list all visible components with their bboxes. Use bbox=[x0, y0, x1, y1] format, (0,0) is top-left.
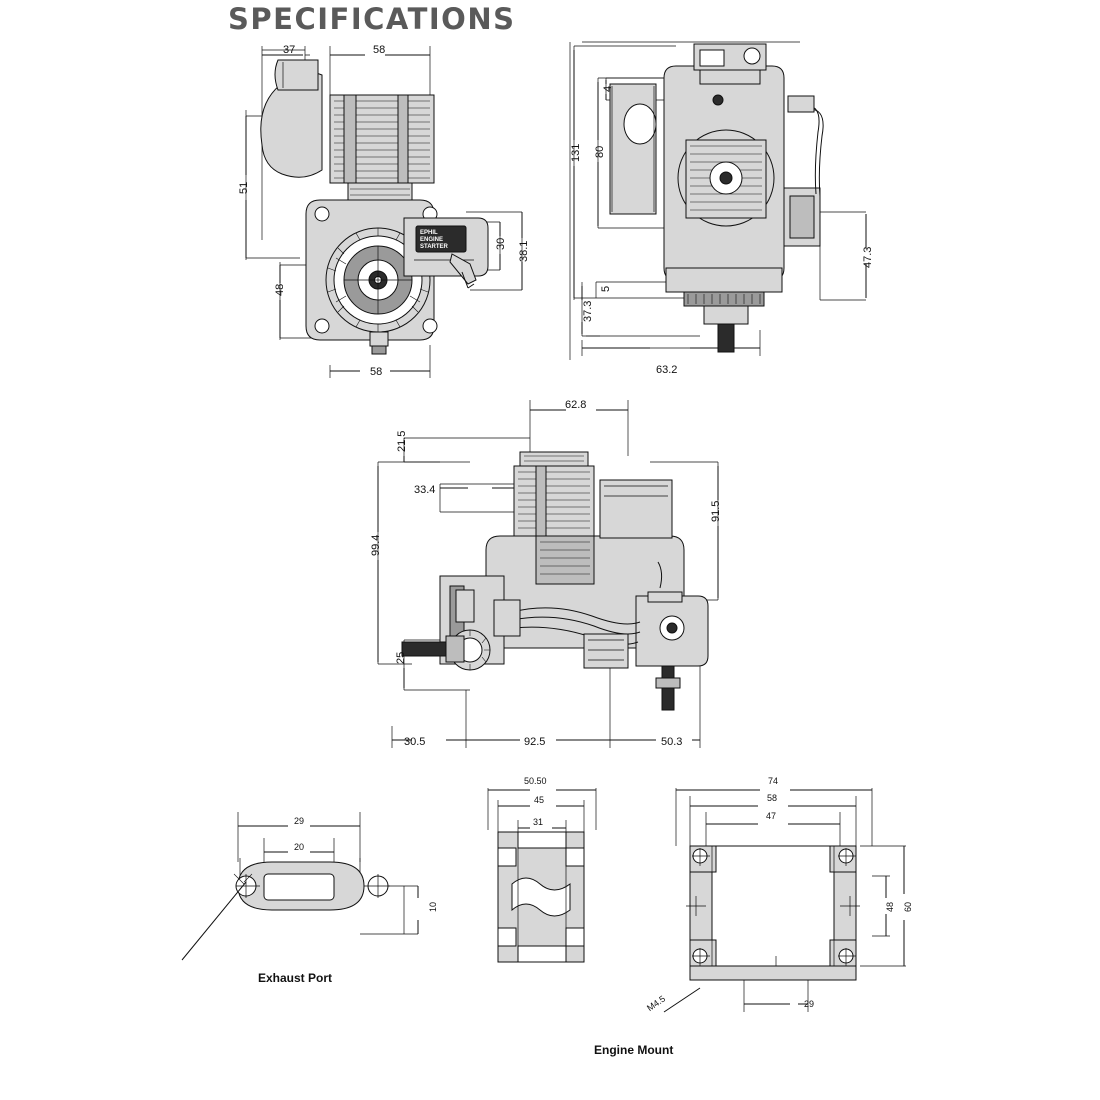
dim-side-33-4: 33.4 bbox=[414, 484, 436, 496]
dim-exhaust-29: 29 bbox=[294, 816, 305, 826]
dim-mount-29: 29 bbox=[804, 999, 815, 1009]
side-view-drawing bbox=[378, 400, 718, 748]
dim-front-48: 48 bbox=[274, 283, 286, 296]
dim-side-21-5: 21.5 bbox=[396, 430, 408, 452]
dim-front-51: 51 bbox=[238, 181, 250, 194]
dim-front-58-top: 58 bbox=[373, 44, 386, 56]
dim-bracket-45: 45 bbox=[534, 795, 545, 805]
exhaust-port-caption: Exhaust Port bbox=[258, 971, 333, 985]
dim-side-30-5: 30.5 bbox=[404, 736, 426, 748]
dim-exhaust-10: 10 bbox=[428, 901, 438, 912]
dim-rear-4: 4 bbox=[602, 85, 614, 92]
page-title: SPECIFICATIONS bbox=[228, 2, 516, 36]
dim-rear-131: 131 bbox=[570, 143, 582, 162]
dim-front-37: 37 bbox=[283, 44, 296, 56]
bracket-drawing bbox=[488, 788, 596, 962]
dim-mount-60: 60 bbox=[903, 901, 913, 912]
exhaust-port-drawing bbox=[182, 812, 418, 960]
dim-rear-47-3: 47.3 bbox=[862, 246, 874, 268]
dim-side-50-3: 50.3 bbox=[661, 736, 683, 748]
front-view-drawing bbox=[246, 46, 522, 378]
engine-mount-caption: Engine Mount bbox=[594, 1043, 674, 1057]
dim-side-25: 25 bbox=[395, 651, 407, 664]
dim-rear-63-2: 63.2 bbox=[656, 364, 678, 376]
dim-front-58-bottom: 58 bbox=[370, 366, 383, 378]
dim-mount-m4-5: M4.5 bbox=[645, 993, 668, 1014]
dim-side-99-4: 99.4 bbox=[370, 534, 382, 556]
dim-rear-80: 80 bbox=[594, 145, 606, 158]
dim-side-92-5: 92.5 bbox=[524, 736, 546, 748]
dim-mount-58: 58 bbox=[767, 793, 778, 803]
dim-rear-5: 5 bbox=[600, 285, 612, 292]
dim-side-91-5: 91.5 bbox=[710, 500, 722, 522]
rear-view-drawing bbox=[570, 42, 866, 360]
engine-mount-drawing bbox=[664, 788, 906, 1012]
dim-exhaust-20: 20 bbox=[294, 842, 305, 852]
dim-side-62-8: 62.8 bbox=[565, 399, 587, 411]
svg-text:STARTER: STARTER bbox=[420, 244, 448, 250]
svg-text:EPHIL: EPHIL bbox=[420, 230, 438, 236]
dim-bracket-50-50: 50.50 bbox=[524, 776, 547, 786]
dim-mount-47: 47 bbox=[766, 811, 777, 821]
dim-mount-48: 48 bbox=[885, 901, 895, 912]
svg-text:ENGINE: ENGINE bbox=[420, 237, 444, 243]
dim-rear-37-3: 37.3 bbox=[582, 300, 594, 322]
dim-bracket-31: 31 bbox=[533, 817, 544, 827]
dim-front-30: 30 bbox=[495, 237, 507, 250]
dim-front-38-1: 38.1 bbox=[518, 240, 530, 262]
dim-mount-74: 74 bbox=[768, 776, 779, 786]
